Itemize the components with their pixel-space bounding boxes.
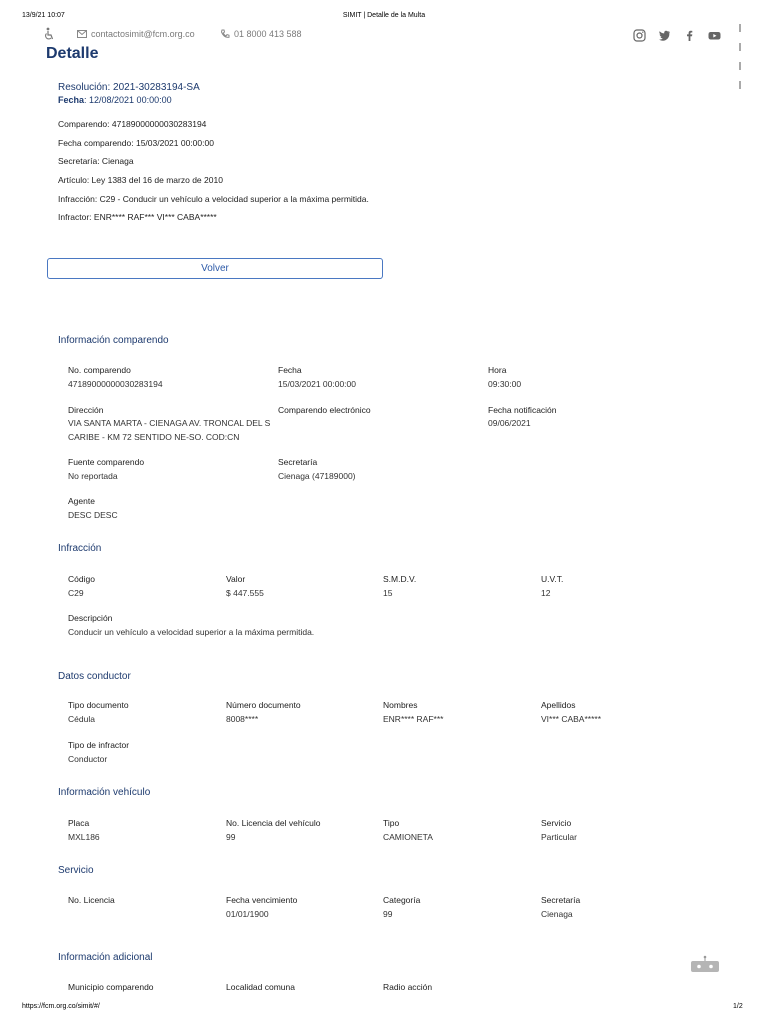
fecha-notificacion-value: 09/06/2021 [488, 418, 531, 428]
categoria-value: 99 [383, 909, 393, 919]
smdv-label: S.M.D.V. [383, 574, 417, 584]
tipo-vehiculo-value: CAMIONETA [383, 832, 433, 842]
servicio-vehiculo-value: Particular [541, 832, 577, 842]
contact-email-text: contactosimit@fcm.org.co [91, 29, 195, 39]
youtube-icon[interactable] [708, 29, 721, 42]
no-comparendo-label: No. comparendo [68, 365, 131, 375]
tipo-infractor-label: Tipo de infractor [68, 740, 130, 750]
licencia-vehiculo-label: No. Licencia del vehículo [226, 818, 321, 828]
no-licencia-label: No. Licencia [68, 895, 115, 905]
resolucion-fecha-label: Fecha [58, 95, 85, 105]
valor-value: $ 447.555 [226, 588, 264, 598]
section-info-adicional: Información adicional [58, 952, 153, 963]
tipo-infractor-value: Conductor [68, 754, 108, 764]
contact-email[interactable] [77, 29, 195, 39]
uvt-label: U.V.T. [541, 574, 564, 584]
municipio-comparendo-label: Municipio comparendo [68, 982, 154, 992]
fecha-comparendo-value: 15/03/2021 00:00:00 [278, 379, 356, 389]
hora-label: Hora [488, 365, 507, 375]
print-footer-page: 1/2 [733, 1003, 743, 1010]
placa-value: MXL186 [68, 832, 100, 842]
summary-articulo: Artículo: Ley 1383 del 16 de marzo de 2010 [58, 175, 223, 185]
fecha-notificacion-label: Fecha notificación [488, 405, 557, 415]
mail-icon [77, 29, 87, 39]
categoria-label: Categoría [383, 895, 421, 905]
servicio-secretaria-value: Cienaga [541, 909, 573, 919]
numero-documento-label: Número documento [226, 700, 301, 710]
localidad-comuna-label: Localidad comuna [226, 982, 295, 992]
fecha-vencimiento-label: Fecha vencimiento [226, 895, 298, 905]
volver-button[interactable]: Volver [47, 258, 383, 279]
print-title: SIMIT | Detalle de la Multa [342, 12, 426, 19]
resolucion-fecha [58, 95, 172, 105]
descripcion-value: Conducir un vehículo a velocidad superior a la máxima permitida. [68, 627, 315, 637]
nombres-label: Nombres [383, 700, 418, 710]
section-infraccion: Infracción [58, 543, 102, 554]
codigo-value: C29 [68, 588, 84, 598]
instagram-icon[interactable] [633, 29, 646, 42]
resolucion-number: Resolución: 2021-30283194-SA [58, 82, 200, 93]
section-datos-conductor: Datos conductor [58, 671, 131, 682]
summary-fecha-comparendo: Fecha comparendo: 15/03/2021 00:00:00 [58, 138, 214, 148]
fecha-vencimiento-value: 01/01/1900 [226, 909, 269, 919]
placa-label: Placa [68, 818, 90, 828]
servicio-secretaria-label: Secretaría [541, 895, 581, 905]
agente-value: DESC DESC [68, 510, 118, 520]
servicio-vehiculo-label: Servicio [541, 818, 572, 828]
tipo-vehiculo-label: Tipo [383, 818, 400, 828]
print-datetime: 13/9/21 10:07 [22, 12, 65, 19]
contact-phone[interactable] [220, 29, 302, 39]
hora-value: 09:30:00 [488, 379, 522, 389]
summary-infraccion: Infracción: C29 - Conducir un vehículo a velocidad superior a la máxima permitida. [58, 194, 369, 204]
chatbot-icon[interactable] [690, 955, 720, 973]
section-servicio: Servicio [58, 865, 94, 876]
section-info-comparendo: Información comparendo [58, 335, 169, 346]
summary-secretaria: Secretaría: Cienaga [58, 156, 134, 166]
fuente-comparendo-label: Fuente comparendo [68, 457, 145, 467]
contact-phone-text: 01 8000 413 588 [234, 29, 302, 39]
valor-label: Valor [226, 574, 246, 584]
nombres-value: ENR**** RAF*** [383, 714, 444, 724]
resolucion-fecha-value: : 12/08/2021 00:00:00 [84, 95, 172, 105]
smdv-value: 15 [383, 588, 393, 598]
agente-label: Agente [68, 496, 95, 506]
print-footer-url: https://fcm.org.co/simit/#/ [22, 1003, 100, 1010]
secretaria-label: Secretaría [278, 457, 318, 467]
summary-comparendo: Comparendo: 47189000000030283194 [58, 119, 207, 129]
direccion-label: Dirección [68, 405, 104, 415]
direccion-line2: CARIBE - KM 72 SENTIDO NE-SO. COD:CN [68, 432, 240, 442]
licencia-vehiculo-value: 99 [226, 832, 236, 842]
direccion-line1: VIA SANTA MARTA - CIENAGA AV. TRONCAL DEL S [68, 418, 271, 428]
descripcion-label: Descripción [68, 613, 113, 623]
phone-icon [220, 29, 230, 39]
twitter-icon[interactable] [658, 29, 671, 42]
uvt-value: 12 [541, 588, 551, 598]
radio-accion-label: Radio acción [383, 982, 433, 992]
section-info-vehiculo: Información vehículo [58, 787, 151, 798]
numero-documento-value: 8008**** [226, 714, 259, 724]
apellidos-value: VI*** CABA***** [541, 714, 602, 724]
fuente-comparendo-value: No reportada [68, 471, 118, 481]
accessibility-icon[interactable] [43, 27, 55, 41]
secretaria-value: Cienaga (47189000) [278, 471, 356, 481]
tipo-documento-value: Cédula [68, 714, 95, 724]
summary-infractor: Infractor: ENR**** RAF*** VI*** CABA***** [58, 212, 217, 222]
facebook-icon[interactable] [683, 29, 696, 42]
fecha-comparendo-label: Fecha [278, 365, 302, 375]
no-comparendo-value: 47189000000030283194 [68, 379, 163, 389]
codigo-label: Código [68, 574, 95, 584]
apellidos-label: Apellidos [541, 700, 576, 710]
comparendo-electronico-label: Comparendo electrónico [278, 405, 371, 415]
side-scroll-marks [739, 24, 742, 100]
page-title: Detalle [46, 45, 99, 62]
tipo-documento-label: Tipo documento [68, 700, 129, 710]
